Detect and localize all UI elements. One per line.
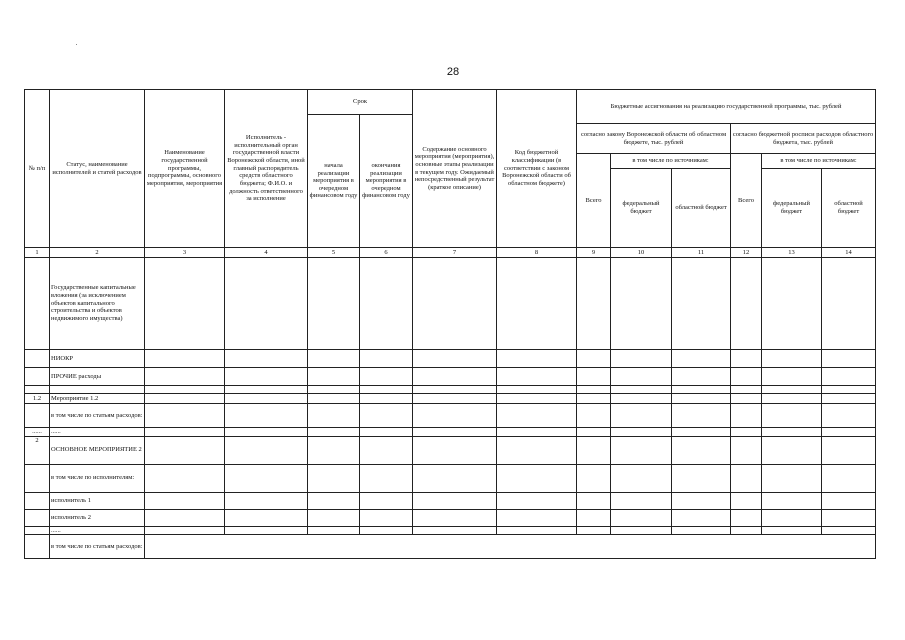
table-row (25, 535, 876, 559)
cell-empty (611, 404, 672, 428)
cell-empty (225, 509, 308, 526)
row-label-executor-2: исполнитель 2 (50, 509, 145, 526)
cell-empty (611, 428, 672, 437)
header-regional-law: областной бюджет (672, 169, 731, 248)
cell-empty (225, 258, 308, 350)
page-number: 28 (446, 66, 460, 78)
cell-empty (308, 368, 360, 386)
cell-empty (762, 258, 822, 350)
cell-empty (360, 394, 413, 404)
cell-empty (25, 368, 50, 386)
cell-empty (145, 394, 225, 404)
cell-empty (672, 428, 731, 437)
cell-empty (225, 368, 308, 386)
table-row (25, 258, 876, 350)
cell-empty (822, 386, 876, 394)
header-term-end: окончания реализации мероприятия в очередном финансовом году (360, 115, 413, 248)
column-number: 7 (413, 248, 497, 258)
cell-empty (822, 404, 876, 428)
cell-empty (497, 404, 577, 428)
cell-empty (145, 526, 225, 535)
row-label-by-executors: в том числе по исполнителям: (50, 464, 145, 492)
cell-empty (360, 386, 413, 394)
cell-empty-merged (145, 535, 876, 559)
cell-empty (731, 386, 762, 394)
header-total-schedule: Всего (731, 154, 762, 248)
cell-empty (25, 258, 50, 350)
cell-empty (822, 464, 876, 492)
cell-empty (225, 464, 308, 492)
cell-empty (145, 492, 225, 509)
cell-empty (822, 526, 876, 535)
table-row (25, 436, 876, 464)
cell-empty (762, 386, 822, 394)
cell-empty (577, 509, 611, 526)
cell-empty (577, 436, 611, 464)
row-label-main-measure-2: ОСНОВНОЕ МЕРОПРИЯТИЕ 2 (50, 436, 145, 464)
cell-empty (731, 464, 762, 492)
cell-empty (577, 428, 611, 437)
cell-empty (308, 394, 360, 404)
cell-empty (413, 394, 497, 404)
cell-empty (25, 350, 50, 368)
cell-empty (672, 492, 731, 509)
cell-empty (577, 404, 611, 428)
cell-empty (822, 368, 876, 386)
row-label-dots-2: ...... (50, 526, 145, 535)
cell-empty (497, 258, 577, 350)
cell-empty (762, 368, 822, 386)
row-label-dots: ...... (50, 428, 145, 437)
cell-empty (413, 368, 497, 386)
cell-empty (731, 509, 762, 526)
cell-empty (145, 509, 225, 526)
cell-empty (50, 386, 145, 394)
cell-empty (762, 436, 822, 464)
cell-empty (672, 386, 731, 394)
cell-empty (762, 509, 822, 526)
cell-empty (25, 386, 50, 394)
cell-empty (762, 404, 822, 428)
cell-empty (577, 258, 611, 350)
cell-empty (822, 394, 876, 404)
cell-empty (25, 492, 50, 509)
cell-empty (731, 258, 762, 350)
row-number-1-2: 1.2 (25, 394, 50, 404)
cell-empty (145, 368, 225, 386)
header-budget-allocations: Бюджетные ассигнования на реализацию государственной программы, тыс. рублей (577, 90, 876, 124)
cell-empty (25, 464, 50, 492)
cell-empty (762, 492, 822, 509)
cell-empty (145, 428, 225, 437)
cell-empty (360, 404, 413, 428)
column-number: 11 (672, 248, 731, 258)
cell-empty (762, 464, 822, 492)
column-number-row (25, 248, 876, 258)
cell-empty (731, 404, 762, 428)
cell-empty (611, 368, 672, 386)
cell-empty (497, 509, 577, 526)
cell-empty (577, 350, 611, 368)
header-sources-law: в том числе по источникам: (611, 154, 731, 169)
cell-empty (225, 492, 308, 509)
cell-empty (497, 386, 577, 394)
cell-empty (145, 386, 225, 394)
table-row (25, 368, 876, 386)
cell-empty (611, 509, 672, 526)
cell-empty (731, 394, 762, 404)
cell-empty (731, 492, 762, 509)
cell-empty (25, 535, 50, 559)
header-budget-law: согласно закону Воронежской области об областном бюджете, тыс. рублей (577, 124, 731, 154)
cell-empty (611, 464, 672, 492)
cell-empty (308, 464, 360, 492)
cell-empty (308, 350, 360, 368)
cell-empty (225, 386, 308, 394)
cell-empty (497, 394, 577, 404)
column-number: 10 (611, 248, 672, 258)
row-label-by-articles: в том числе по статьям расходов: (50, 404, 145, 428)
cell-empty (611, 526, 672, 535)
column-number: 6 (360, 248, 413, 258)
cell-empty (611, 350, 672, 368)
cell-empty (308, 258, 360, 350)
cell-empty (672, 404, 731, 428)
header-budget-code: Код бюджетной классификации (в соответствии с законом Воронежской области об областном бюджете) (497, 90, 577, 248)
scan-speck (76, 44, 77, 45)
cell-empty (145, 404, 225, 428)
cell-empty (672, 526, 731, 535)
cell-empty (25, 509, 50, 526)
cell-empty (672, 350, 731, 368)
header-term: Срок (308, 90, 413, 115)
cell-empty (497, 436, 577, 464)
table-row (25, 350, 876, 368)
header-sources-schedule: в том числе по источникам: (762, 154, 876, 169)
header-regional-schedule: областной бюджет (822, 169, 876, 248)
cell-empty (497, 368, 577, 386)
cell-empty (577, 368, 611, 386)
cell-empty (497, 350, 577, 368)
row-label-executor-1: исполнитель 1 (50, 492, 145, 509)
cell-empty (360, 258, 413, 350)
header-number: № п/п (25, 90, 50, 248)
cell-empty (413, 526, 497, 535)
cell-empty (308, 404, 360, 428)
header-row-1 (25, 90, 876, 115)
cell-empty (413, 464, 497, 492)
column-number: 9 (577, 248, 611, 258)
cell-empty (145, 464, 225, 492)
row-label-capital: Государственные капитальные вложения (за исключением объектов капитального строительства и объектов недвижимого имущества) (50, 258, 145, 350)
cell-empty (497, 492, 577, 509)
table-row (25, 386, 876, 394)
cell-empty (360, 350, 413, 368)
cell-empty (611, 436, 672, 464)
row-label-niokr: НИОКР (50, 350, 145, 368)
cell-empty (672, 394, 731, 404)
cell-empty (762, 526, 822, 535)
cell-empty (672, 464, 731, 492)
row-number-2: 2 (25, 436, 50, 464)
cell-empty (225, 394, 308, 404)
cell-empty (225, 436, 308, 464)
table-row (25, 509, 876, 526)
cell-empty (672, 436, 731, 464)
cell-empty (822, 492, 876, 509)
column-number: 2 (50, 248, 145, 258)
row-number-dots: ...... (25, 428, 50, 437)
cell-empty (308, 526, 360, 535)
cell-empty (360, 492, 413, 509)
cell-empty (762, 428, 822, 437)
column-number: 12 (731, 248, 762, 258)
table-row (25, 492, 876, 509)
header-term-start: начала реализации мероприятия в очередном финансовом году (308, 115, 360, 248)
cell-empty (822, 428, 876, 437)
cell-empty (577, 526, 611, 535)
cell-empty (731, 428, 762, 437)
cell-empty (360, 509, 413, 526)
cell-empty (822, 509, 876, 526)
cell-empty (225, 404, 308, 428)
table-row (25, 404, 876, 428)
cell-empty (822, 436, 876, 464)
row-label-measure-1-2: Мероприятие 1.2 (50, 394, 145, 404)
cell-empty (672, 509, 731, 526)
column-number: 8 (497, 248, 577, 258)
cell-empty (577, 386, 611, 394)
header-executor: Исполнитель - исполнительный орган государственной власти Воронежской области, иной главный распорядитель средств областного бюджета; Ф.И.О. и должность ответственного за исполнение (225, 90, 308, 248)
cell-empty (413, 258, 497, 350)
column-number: 1 (25, 248, 50, 258)
table-row (25, 526, 876, 535)
header-total-law: Всего (577, 154, 611, 248)
cell-empty (413, 509, 497, 526)
row-label-by-articles-2: в том числе по статьям расходов: (50, 535, 145, 559)
cell-empty (308, 386, 360, 394)
cell-empty (360, 464, 413, 492)
row-label-other: ПРОЧИЕ расходы (50, 368, 145, 386)
cell-empty (497, 464, 577, 492)
header-budget-schedule: согласно бюджетной росписи расходов областного бюджета, тыс. рублей (731, 124, 876, 154)
cell-empty (145, 258, 225, 350)
cell-empty (731, 526, 762, 535)
cell-empty (308, 428, 360, 437)
header-federal-law: федеральный бюджет (611, 169, 672, 248)
header-content: Содержание основного мероприятия (мероприятия), основные этапы реализации в текущем году. Ожидаемый непосредственный результат (краткое описание) (413, 90, 497, 248)
cell-empty (413, 436, 497, 464)
cell-empty (611, 492, 672, 509)
cell-empty (413, 350, 497, 368)
cell-empty (225, 428, 308, 437)
cell-empty (360, 526, 413, 535)
budget-table (24, 89, 876, 559)
cell-empty (611, 386, 672, 394)
cell-empty (145, 436, 225, 464)
cell-empty (822, 258, 876, 350)
cell-empty (577, 394, 611, 404)
cell-empty (413, 386, 497, 394)
cell-empty (413, 428, 497, 437)
cell-empty (672, 368, 731, 386)
cell-empty (360, 368, 413, 386)
header-program-name: Наименование государственной программы, подпрограммы, основного мероприятия, мероприятия (145, 90, 225, 248)
cell-empty (731, 368, 762, 386)
column-number: 4 (225, 248, 308, 258)
column-number: 5 (308, 248, 360, 258)
cell-empty (672, 258, 731, 350)
cell-empty (360, 436, 413, 464)
table-row (25, 464, 876, 492)
table-row (25, 394, 876, 404)
cell-empty (225, 350, 308, 368)
cell-empty (413, 492, 497, 509)
cell-empty (25, 404, 50, 428)
cell-empty (577, 492, 611, 509)
column-number: 13 (762, 248, 822, 258)
cell-empty (413, 404, 497, 428)
column-number: 14 (822, 248, 876, 258)
cell-empty (611, 394, 672, 404)
cell-empty (611, 258, 672, 350)
column-number: 3 (145, 248, 225, 258)
cell-empty (225, 526, 308, 535)
cell-empty (731, 350, 762, 368)
cell-empty (308, 436, 360, 464)
cell-empty (360, 428, 413, 437)
cell-empty (25, 526, 50, 535)
header-status: Статус, наименование исполнителей и статей расходов (50, 90, 145, 248)
cell-empty (762, 350, 822, 368)
cell-empty (577, 464, 611, 492)
cell-empty (762, 394, 822, 404)
cell-empty (497, 526, 577, 535)
cell-empty (145, 350, 225, 368)
cell-empty (497, 428, 577, 437)
table-row (25, 428, 876, 437)
cell-empty (308, 509, 360, 526)
cell-empty (731, 436, 762, 464)
cell-empty (822, 350, 876, 368)
cell-empty (308, 492, 360, 509)
header-federal-schedule: федеральный бюджет (762, 169, 822, 248)
